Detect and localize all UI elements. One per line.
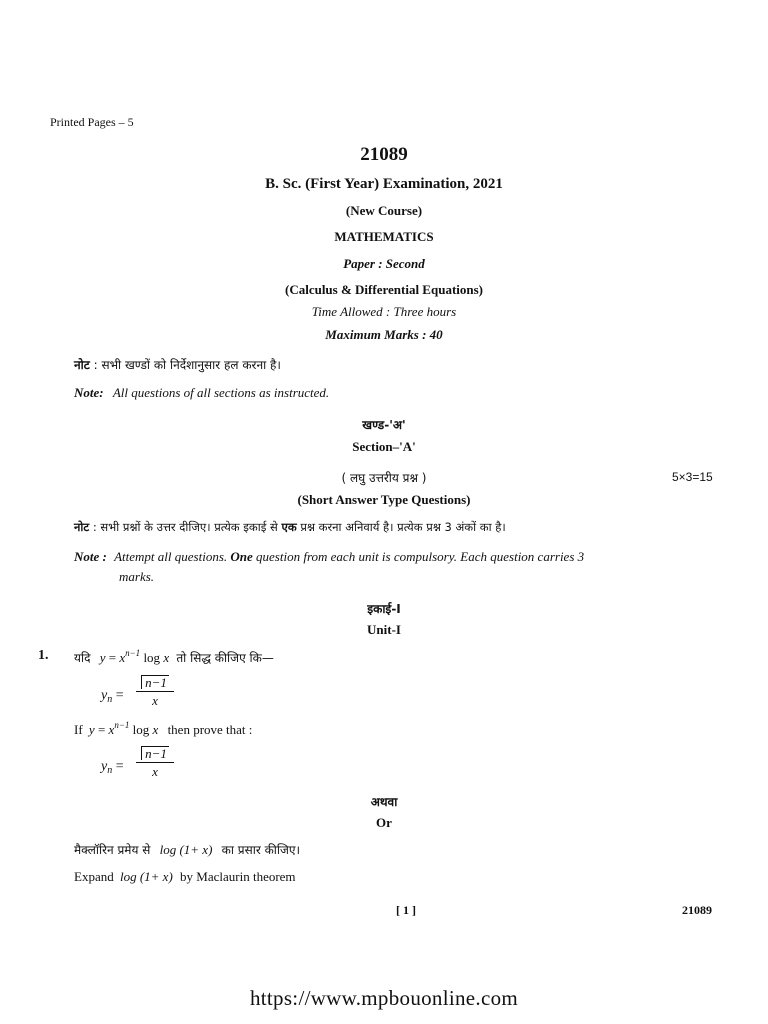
section-note-text-hindi-1: : सभी प्रश्नों के उत्तर दीजिए। प्रत्येक इकाई से xyxy=(92,520,278,534)
result-lhs-1: $y_n$ = xyxy=(101,688,124,705)
section-note-text-english-1: Attempt all questions. xyxy=(114,549,228,564)
alt-expression-english: log (1+ x) xyxy=(119,869,173,884)
q1e-exp: n−1 xyxy=(114,720,130,730)
time-allowed: Time Allowed : Three hours xyxy=(311,304,457,319)
question-number: 1. xyxy=(38,648,49,663)
q1-formula-english xyxy=(89,722,162,737)
q1-formula-hindi xyxy=(100,650,173,665)
subject: MATHEMATICS xyxy=(334,229,434,244)
q1-if-hindi: यदि xyxy=(74,651,91,665)
paper-label: Paper : Second xyxy=(343,256,425,271)
or-english: Or xyxy=(376,815,392,830)
factorial-1: n−1 xyxy=(141,675,169,689)
q1-log: log xyxy=(143,650,161,665)
alt-text-hindi-2: का प्रसार कीजिए। xyxy=(221,843,301,857)
q1e-x: x xyxy=(108,722,115,737)
note-text-hindi: : सभी खण्डों को निर्देशानुसार हल करना है। xyxy=(93,358,281,372)
q1-exp: n−1 xyxy=(125,648,141,658)
unit-title-hindi: इकाई-I xyxy=(367,602,401,616)
q1-eq: = xyxy=(108,650,117,665)
alternative-english xyxy=(74,869,296,885)
unit-title-english: Unit-I xyxy=(367,622,401,637)
exam-title: B. Sc. (First Year) Examination, 2021 xyxy=(265,176,503,192)
denominator-2: x xyxy=(152,764,158,779)
section-title-hindi: खण्ड-'अ' xyxy=(362,418,406,432)
q1e-y: y xyxy=(88,722,95,737)
printed-pages: Printed Pages – 5 xyxy=(50,115,134,129)
section-note-text-english-2: question from each unit is compulsory. Each question carries 3 xyxy=(256,549,585,564)
section-note-label-hindi: नोट xyxy=(74,520,90,534)
section-note-english xyxy=(74,549,584,565)
course: (New Course) xyxy=(345,203,423,218)
general-note-english xyxy=(74,385,329,401)
result-lhs-2: $y_n$ = xyxy=(101,759,124,776)
q1-prove-hindi: तो सिद्ध कीजिए कि— xyxy=(176,651,274,665)
q1-y: y xyxy=(99,650,106,665)
result-fraction-2 xyxy=(136,746,174,779)
note-label-english: Note: xyxy=(74,385,104,400)
q1-x: x xyxy=(119,650,126,665)
alt-text-hindi-1: मैक्लॉरिन प्रमेय से xyxy=(74,843,151,857)
note-text-english: All questions of all sections as instructed. xyxy=(112,385,330,400)
page-number: [ 1 ] xyxy=(396,903,416,917)
denominator-1: x xyxy=(152,693,158,708)
q1-if-english: If xyxy=(74,722,83,737)
paper-topic: (Calculus & Differential Equations) xyxy=(284,282,483,297)
q1-prove-english: then prove that : xyxy=(167,722,253,737)
section-note-bold-hindi: एक xyxy=(281,520,297,534)
q1e-x2: x xyxy=(152,722,159,737)
q1e-log: log xyxy=(132,722,150,737)
alt-text-english-1: Expand xyxy=(74,869,114,884)
section-note-text-hindi-2: प्रश्न करना अनिवार्य है। प्रत्येक प्रश्न 3 अंकों का है। xyxy=(300,520,506,534)
q1-x2: x xyxy=(163,650,170,665)
section-marks: 5×3=15 xyxy=(672,470,713,484)
website-link[interactable]: https://www.mpbouonline.com xyxy=(249,986,519,1010)
question-1-hindi xyxy=(74,648,274,666)
general-note-hindi xyxy=(74,356,281,373)
section-note-english-cont: marks. xyxy=(119,569,155,584)
result-fraction-1 xyxy=(136,675,174,708)
section-note-label-english: Note : xyxy=(74,549,107,564)
max-marks: Maximum Marks : 40 xyxy=(325,327,443,342)
factorial-2: n−1 xyxy=(141,746,169,760)
alt-text-english-2: by Maclaurin theorem xyxy=(180,869,296,884)
q1e-eq: = xyxy=(97,722,106,737)
section-type-english: (Short Answer Type Questions) xyxy=(297,492,471,507)
note-label-hindi: नोट xyxy=(74,358,90,372)
or-hindi: अथवा xyxy=(370,795,398,809)
footer-paper-code: 21089 xyxy=(682,903,712,917)
section-type-hindi: ( लघु उत्तरीय प्रश्न ) xyxy=(341,471,427,485)
section-note-hindi xyxy=(74,520,506,535)
paper-code: 21089 xyxy=(360,144,408,165)
alternative-hindi xyxy=(74,841,300,858)
section-note-bold-english: One xyxy=(230,549,253,564)
section-title-english: Section–'A' xyxy=(352,439,416,454)
alt-expression-hindi: log (1+ x) xyxy=(159,842,213,857)
question-1-english xyxy=(74,720,252,738)
